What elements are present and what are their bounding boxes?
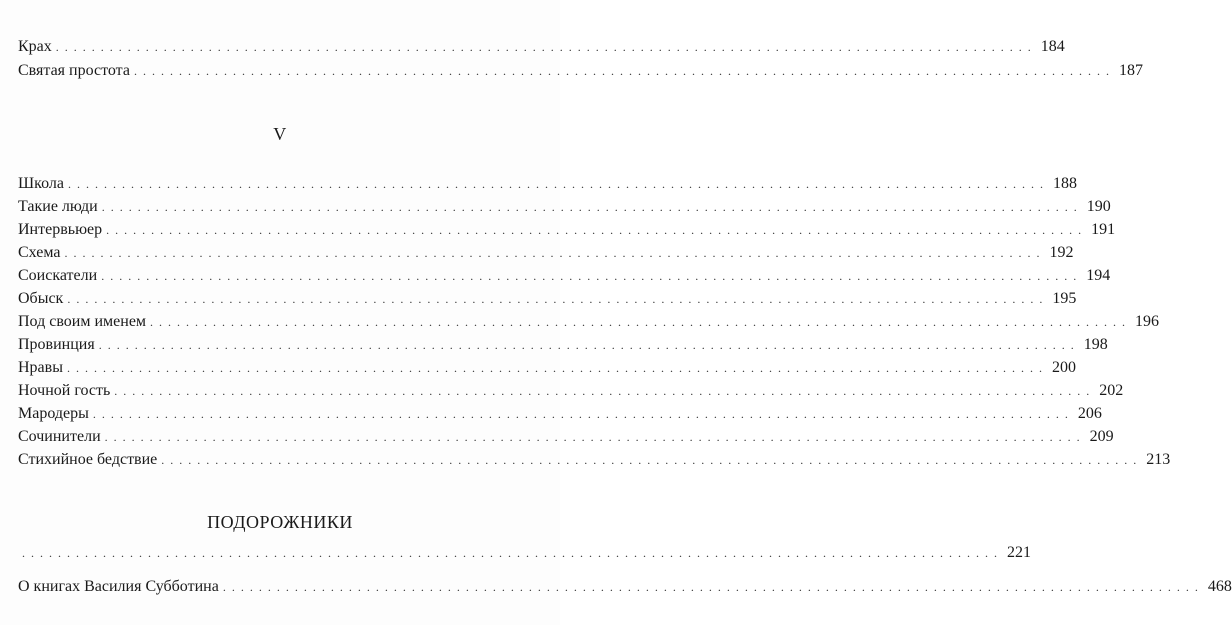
dot-leader: .............................................................................................................: [133, 64, 1115, 78]
dot-leader: .............................................................................................................: [161, 453, 1143, 467]
toc-entry-title: Под своим именем: [18, 313, 147, 330]
dot-leader: .............................................................................................................: [104, 430, 1086, 444]
toc-entry-o-knigakh: [18, 576, 1232, 598]
toc-entry-page: 468: [1207, 578, 1232, 595]
toc-entry-page: 190: [1086, 198, 1111, 215]
toc-entry: [18, 242, 1074, 264]
toc-entry-title: Обыск: [18, 290, 64, 307]
toc-entry-title: Стихийное бедствие: [18, 451, 158, 468]
toc-entry-page: 184: [1040, 38, 1065, 55]
toc-entry-title: Мародеры: [18, 405, 89, 422]
toc-entry-page: 196: [1135, 313, 1160, 330]
toc-entry-krakh: [18, 36, 1065, 58]
toc-entry: [18, 403, 1102, 425]
toc-entry-page: 194: [1086, 267, 1111, 284]
toc-entry-page: 209: [1089, 428, 1114, 445]
toc-entry-title: Интервьюер: [18, 221, 103, 238]
toc-entry: [18, 219, 1116, 241]
dot-leader: .............................................................................................................: [55, 40, 1037, 54]
dot-leader: .............................................................................................................: [64, 246, 1046, 260]
dot-leader: .............................................................................................................: [150, 315, 1132, 329]
dot-leader: .............................................................................................................: [22, 546, 1003, 560]
toc-entry: [18, 173, 1077, 195]
dot-leader: .............................................................................................................: [114, 384, 1096, 398]
toc-entry-page: 221: [1007, 544, 1031, 561]
toc-entry-title: Ночной гость: [18, 382, 111, 399]
toc-entry: [18, 288, 1077, 310]
toc-entry-title: Соискатели: [18, 267, 98, 284]
toc-entry-page: 202: [1099, 382, 1124, 399]
toc-entry: [18, 311, 1160, 333]
toc-entry: [18, 334, 1108, 356]
toc-entry-title: Крах: [18, 38, 52, 55]
toc-entry-page: 200: [1051, 359, 1076, 376]
toc-entry: [18, 542, 1031, 564]
dot-leader: .............................................................................................................: [106, 223, 1088, 237]
toc-entry-title: Провинция: [18, 336, 95, 353]
toc-entry: [18, 449, 1171, 471]
toc-entry-page: 198: [1083, 336, 1108, 353]
toc-entry: [18, 380, 1124, 402]
toc-entry-title: Такие люди: [18, 198, 98, 215]
dot-leader: .............................................................................................................: [67, 292, 1049, 306]
section-heading-podorozhniki: ПОДОРОЖНИКИ: [207, 512, 353, 532]
dot-leader: .............................................................................................................: [98, 338, 1080, 352]
toc-entry-page: 187: [1118, 62, 1143, 79]
section-heading-v: V: [273, 124, 287, 144]
toc-entry: [18, 196, 1111, 218]
toc-entry-page: 206: [1077, 405, 1102, 422]
toc-entry-title: Нравы: [18, 359, 63, 376]
toc-entry-page: 188: [1052, 175, 1077, 192]
toc-entry: [18, 426, 1114, 448]
dot-leader: .............................................................................................................: [66, 361, 1048, 375]
toc-entry-page: 192: [1049, 244, 1074, 261]
toc-entry-title: Святая простота: [18, 62, 130, 79]
dot-leader: .............................................................................................................: [92, 407, 1074, 421]
dot-leader: .............................................................................................................: [101, 269, 1083, 283]
dot-leader: .............................................................................................................: [222, 580, 1204, 594]
toc-entry-page: 213: [1146, 451, 1171, 468]
toc-entry-title: О книгах Василия Субботина: [18, 578, 219, 595]
toc-entry-title: Схема: [18, 244, 61, 261]
toc-entry-svyataya-prostota: [18, 60, 1143, 82]
dot-leader: .............................................................................................................: [67, 177, 1049, 191]
toc-entry-title: Школа: [18, 175, 64, 192]
toc-entry-page: 195: [1052, 290, 1077, 307]
toc-entry: [18, 357, 1076, 379]
toc-entry-title: Сочинители: [18, 428, 101, 445]
toc-entry-page: 191: [1091, 221, 1116, 238]
toc-entry: [18, 265, 1111, 287]
dot-leader: .............................................................................................................: [101, 200, 1083, 214]
